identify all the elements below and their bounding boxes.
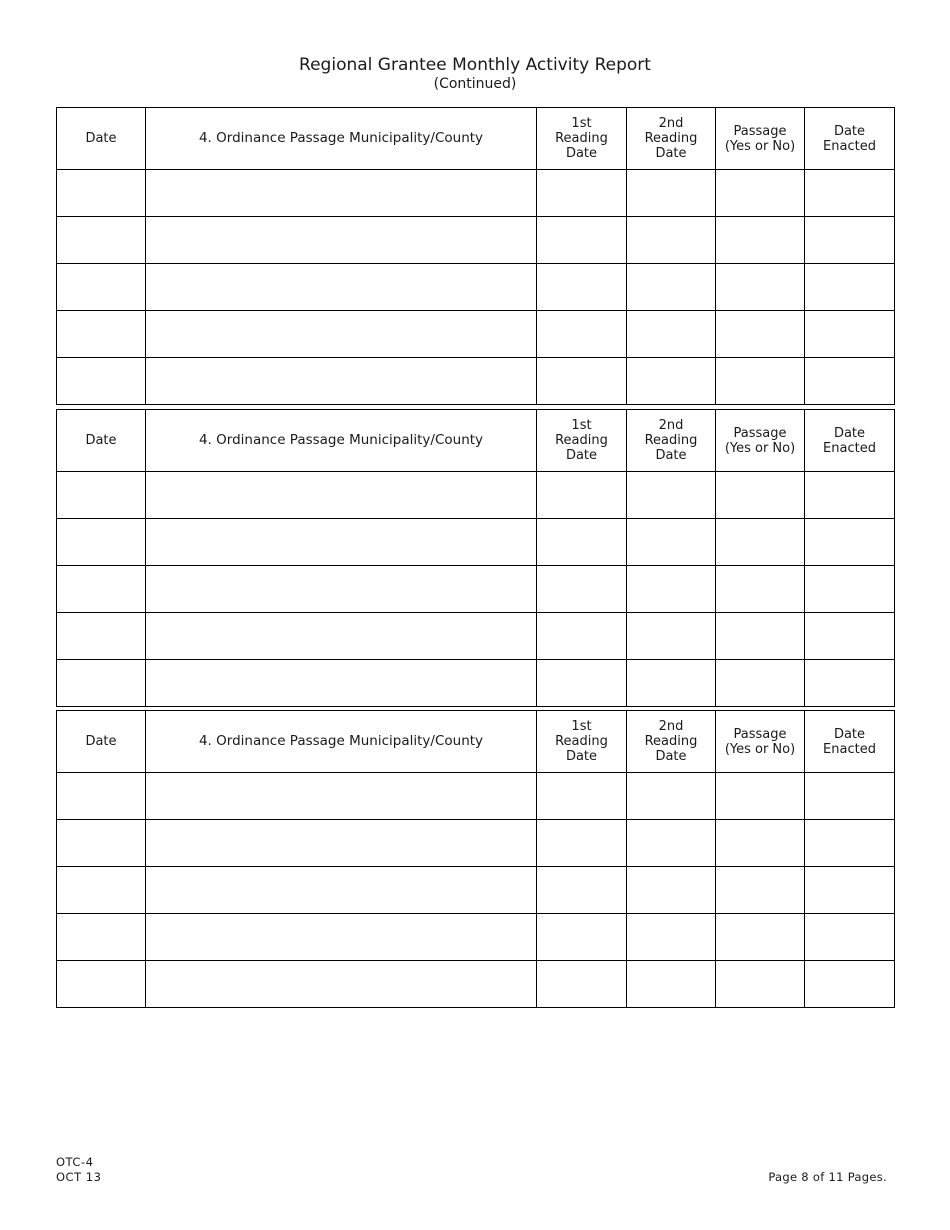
header-second-reading-line: Date: [655, 749, 687, 764]
date-enacted-cell[interactable]: [805, 358, 895, 405]
second-reading-cell[interactable]: [627, 773, 716, 820]
header-first-reading-line: Reading: [555, 131, 608, 146]
municipality-cell[interactable]: [146, 820, 537, 867]
passage-cell[interactable]: [716, 566, 805, 613]
first-reading-cell[interactable]: [537, 217, 627, 264]
header-second-reading: [627, 410, 716, 472]
table-row: [57, 170, 895, 217]
first-reading-cell[interactable]: [537, 613, 627, 660]
table-header-row: [57, 410, 895, 472]
municipality-cell[interactable]: [146, 914, 537, 961]
header-municipality: [146, 108, 537, 170]
date-enacted-cell[interactable]: [805, 961, 895, 1008]
date-enacted-cell[interactable]: [805, 566, 895, 613]
header-first-reading-line: Date: [565, 448, 598, 463]
table-row: [57, 358, 895, 405]
second-reading-cell[interactable]: [627, 358, 716, 405]
header-passage: [716, 410, 805, 472]
passage-cell[interactable]: [716, 867, 805, 914]
date-cell[interactable]: [57, 867, 146, 914]
header-passage-line: Passage: [733, 123, 787, 139]
date-enacted-cell[interactable]: [805, 914, 895, 961]
header-second-reading-line: Reading: [644, 131, 698, 146]
header-date-enacted-line: Date: [833, 425, 866, 441]
second-reading-cell[interactable]: [627, 311, 716, 358]
date-enacted-cell[interactable]: [805, 773, 895, 820]
table-row: [57, 472, 895, 519]
header-passage-line: Passage: [733, 726, 787, 742]
municipality-cell[interactable]: [146, 358, 537, 405]
first-reading-cell[interactable]: [537, 961, 627, 1008]
first-reading-cell[interactable]: [537, 358, 627, 405]
header-first-reading-line: Reading: [555, 433, 608, 448]
date-enacted-cell[interactable]: [805, 217, 895, 264]
header-first-reading-line: Date: [565, 146, 598, 161]
first-reading-cell[interactable]: [537, 566, 627, 613]
passage-cell[interactable]: [716, 519, 805, 566]
table-row: [57, 660, 895, 707]
date-enacted-cell[interactable]: [805, 613, 895, 660]
second-reading-cell[interactable]: [627, 961, 716, 1008]
header-second-reading-line: Date: [655, 146, 687, 161]
header-date-label: Date: [85, 131, 117, 146]
header-municipality: [146, 410, 537, 472]
header-passage-line: Passage: [733, 425, 787, 441]
header-second-reading: [627, 711, 716, 773]
passage-cell[interactable]: [716, 311, 805, 358]
date-cell[interactable]: [57, 961, 146, 1008]
passage-cell[interactable]: [716, 660, 805, 707]
header-passage-line: (Yes or No): [724, 138, 796, 154]
second-reading-cell[interactable]: [627, 566, 716, 613]
date-enacted-cell[interactable]: [805, 660, 895, 707]
first-reading-cell[interactable]: [537, 264, 627, 311]
ordinance-table: [56, 710, 895, 1008]
form-number: OTC-4: [56, 1155, 94, 1169]
second-reading-cell[interactable]: [627, 472, 716, 519]
header-municipality-label: 4. Ordinance Passage Municipality/County: [198, 733, 484, 749]
municipality-cell[interactable]: [146, 660, 537, 707]
second-reading-cell[interactable]: [627, 867, 716, 914]
header-second-reading-line: Reading: [644, 734, 698, 749]
header-date-label: Date: [85, 734, 117, 749]
passage-cell[interactable]: [716, 358, 805, 405]
second-reading-cell[interactable]: [627, 519, 716, 566]
ordinance-table: [56, 107, 895, 405]
header-date: [57, 410, 146, 472]
header-first-reading-line: Reading: [555, 734, 608, 749]
header-second-reading-line: Reading: [644, 433, 698, 448]
header-second-reading-line: Date: [655, 448, 687, 463]
header-date-enacted-line: Enacted: [823, 440, 876, 456]
second-reading-cell[interactable]: [627, 170, 716, 217]
municipality-cell[interactable]: [146, 311, 537, 358]
second-reading-cell[interactable]: [627, 914, 716, 961]
date-enacted-cell[interactable]: [805, 264, 895, 311]
header-passage: [716, 711, 805, 773]
passage-cell[interactable]: [716, 773, 805, 820]
municipality-cell[interactable]: [146, 867, 537, 914]
date-cell[interactable]: [57, 660, 146, 707]
header-second-reading-line: 2nd: [658, 116, 684, 131]
date-cell[interactable]: [57, 914, 146, 961]
header-date: [57, 108, 146, 170]
first-reading-cell[interactable]: [537, 820, 627, 867]
table-header-row: [57, 108, 895, 170]
municipality-cell[interactable]: [146, 961, 537, 1008]
passage-cell[interactable]: [716, 961, 805, 1008]
header-first-reading-line: 1st: [571, 418, 592, 433]
first-reading-cell[interactable]: [537, 519, 627, 566]
header-first-reading-line: 1st: [571, 116, 592, 131]
second-reading-cell[interactable]: [627, 217, 716, 264]
municipality-cell[interactable]: [146, 264, 537, 311]
table-row: [57, 914, 895, 961]
header-passage: [716, 108, 805, 170]
header-second-reading-line: 2nd: [658, 719, 684, 734]
table-row: [57, 311, 895, 358]
header-first-reading: [537, 711, 627, 773]
date-cell[interactable]: [57, 820, 146, 867]
page-subtitle: (Continued): [433, 76, 517, 92]
header-second-reading-line: 2nd: [658, 418, 684, 433]
date-enacted-cell[interactable]: [805, 519, 895, 566]
municipality-cell[interactable]: [146, 613, 537, 660]
passage-cell[interactable]: [716, 170, 805, 217]
municipality-cell[interactable]: [146, 773, 537, 820]
header-date-enacted-line: Date: [833, 726, 866, 742]
header-date-enacted: [805, 108, 895, 170]
header-date-enacted-line: Enacted: [823, 138, 876, 154]
second-reading-cell[interactable]: [627, 820, 716, 867]
date-cell[interactable]: [57, 264, 146, 311]
municipality-cell[interactable]: [146, 519, 537, 566]
header-date: [57, 711, 146, 773]
first-reading-cell[interactable]: [537, 472, 627, 519]
header-date-enacted-line: Date: [833, 123, 866, 139]
header-date-enacted-line: Enacted: [823, 741, 876, 757]
municipality-cell[interactable]: [146, 170, 537, 217]
table-row: [57, 820, 895, 867]
table-row: [57, 773, 895, 820]
date-enacted-cell[interactable]: [805, 472, 895, 519]
date-cell[interactable]: [57, 773, 146, 820]
passage-cell[interactable]: [716, 914, 805, 961]
table-row: [57, 961, 895, 1008]
first-reading-cell[interactable]: [537, 170, 627, 217]
passage-cell[interactable]: [716, 472, 805, 519]
header-second-reading: [627, 108, 716, 170]
second-reading-cell[interactable]: [627, 660, 716, 707]
second-reading-cell[interactable]: [627, 264, 716, 311]
header-municipality-label: 4. Ordinance Passage Municipality/County: [198, 432, 484, 448]
header-first-reading-line: 1st: [571, 719, 592, 734]
header-municipality: [146, 711, 537, 773]
header-first-reading-line: Date: [565, 749, 598, 764]
first-reading-cell[interactable]: [537, 660, 627, 707]
municipality-cell[interactable]: [146, 472, 537, 519]
second-reading-cell[interactable]: [627, 613, 716, 660]
table-row: [57, 264, 895, 311]
header-date-enacted: [805, 711, 895, 773]
header-date-enacted: [805, 410, 895, 472]
ordinance-table: [56, 409, 895, 707]
header-municipality-label: 4. Ordinance Passage Municipality/County: [198, 130, 484, 146]
passage-cell[interactable]: [716, 264, 805, 311]
municipality-cell[interactable]: [146, 217, 537, 264]
table-row: [57, 613, 895, 660]
passage-cell[interactable]: [716, 613, 805, 660]
page-title: Regional Grantee Monthly Activity Report: [299, 55, 651, 75]
form-id: [56, 1155, 101, 1185]
first-reading-cell[interactable]: [537, 311, 627, 358]
municipality-cell[interactable]: [146, 566, 537, 613]
date-cell[interactable]: [57, 566, 146, 613]
date-cell[interactable]: [57, 472, 146, 519]
date-cell[interactable]: [57, 217, 146, 264]
table-header-row: [57, 711, 895, 773]
header-passage-line: (Yes or No): [724, 741, 796, 757]
date-cell[interactable]: [57, 613, 146, 660]
passage-cell[interactable]: [716, 820, 805, 867]
header-passage-line: (Yes or No): [724, 440, 796, 456]
first-reading-cell[interactable]: [537, 773, 627, 820]
first-reading-cell[interactable]: [537, 914, 627, 961]
date-enacted-cell[interactable]: [805, 867, 895, 914]
date-cell[interactable]: [57, 519, 146, 566]
first-reading-cell[interactable]: [537, 867, 627, 914]
header-date-label: Date: [85, 433, 117, 448]
date-enacted-cell[interactable]: [805, 170, 895, 217]
table-row: [57, 519, 895, 566]
date-cell[interactable]: [57, 311, 146, 358]
table-row: [57, 867, 895, 914]
passage-cell[interactable]: [716, 217, 805, 264]
page-number: Page 8 of 11 Pages.: [768, 1170, 887, 1184]
header-first-reading: [537, 108, 627, 170]
table-row: [57, 566, 895, 613]
table-row: [57, 217, 895, 264]
date-cell[interactable]: [57, 170, 146, 217]
date-cell[interactable]: [57, 358, 146, 405]
header-first-reading: [537, 410, 627, 472]
form-date: OCT 13: [56, 1170, 102, 1184]
date-enacted-cell[interactable]: [805, 311, 895, 358]
date-enacted-cell[interactable]: [805, 820, 895, 867]
